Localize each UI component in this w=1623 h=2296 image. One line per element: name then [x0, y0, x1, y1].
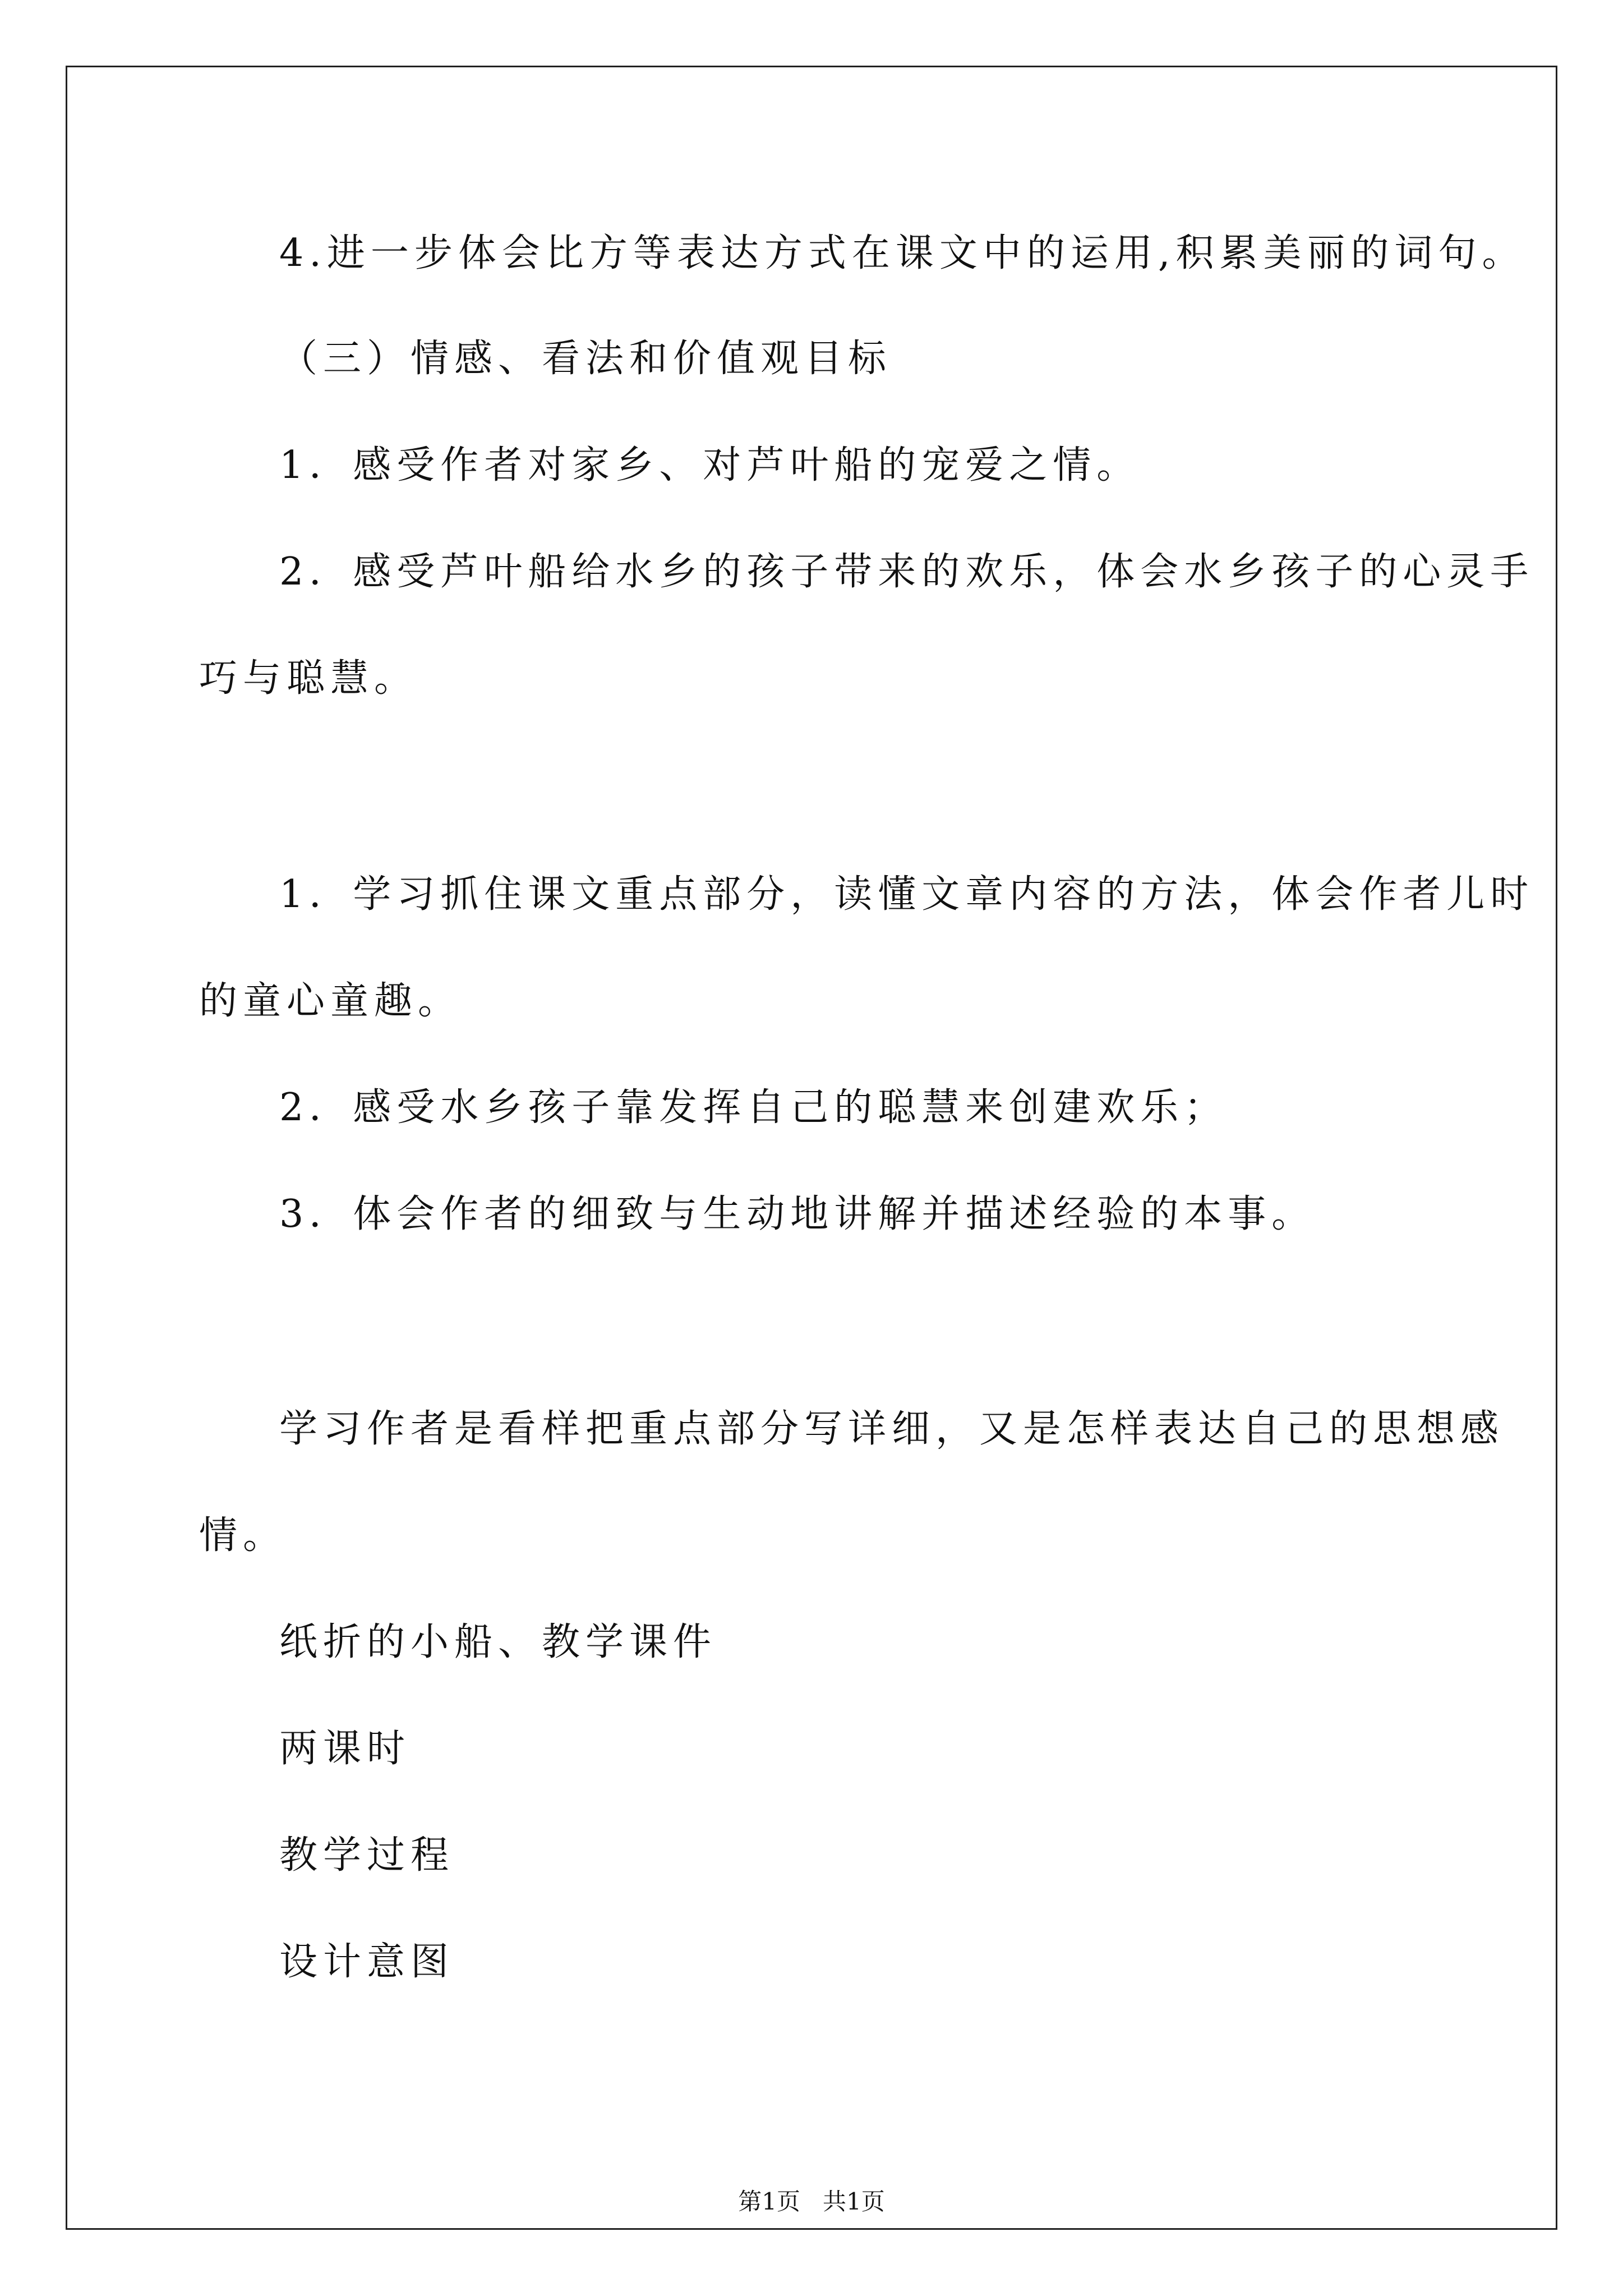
- paragraph-line: 学习作者是看样把重点部分写详细，又是怎样表达自己的思想感: [279, 1407, 1505, 1451]
- paragraph-line: 4.进一步体会比方等表达方式在课文中的运用,积累美丽的词句。: [279, 231, 1526, 275]
- paragraph-line: 巧与聪慧。: [199, 656, 418, 701]
- paragraph-line: 3．体会作者的细致与生动地讲解并描述经验的本事。: [279, 1192, 1316, 1236]
- paragraph-line: 情。: [199, 1513, 287, 1558]
- paragraph-line: 1．学习抓住课文重点部分，读懂文章内容的方法，体会作者儿时: [279, 872, 1534, 917]
- page-footer: [0, 2188, 1623, 2216]
- page-border: [66, 66, 1557, 2230]
- paragraph-line: 1．感受作者对家乡、对芦叶船的宠爱之情。: [279, 443, 1141, 487]
- paragraph-line: 两课时: [279, 1727, 411, 1771]
- paragraph-line: 教学过程: [279, 1833, 455, 1878]
- paragraph-line: 纸折的小船、教学课件: [279, 1620, 717, 1664]
- paragraph-line: 设计意图: [279, 1940, 455, 1984]
- paragraph-line: 2．感受芦叶船给水乡的孩子带来的欢乐，体会水乡孩子的心灵手: [279, 550, 1534, 594]
- paragraph-line: 2．感受水乡孩子靠发挥自己的聪慧来创建欢乐；: [279, 1085, 1228, 1130]
- page-number: 第1页: [738, 2188, 800, 2215]
- paragraph-line: 的童心童趣。: [199, 979, 462, 1023]
- page-total: 共1页: [823, 2188, 885, 2215]
- section-heading: （三）情感、看法和价值观目标: [279, 337, 892, 381]
